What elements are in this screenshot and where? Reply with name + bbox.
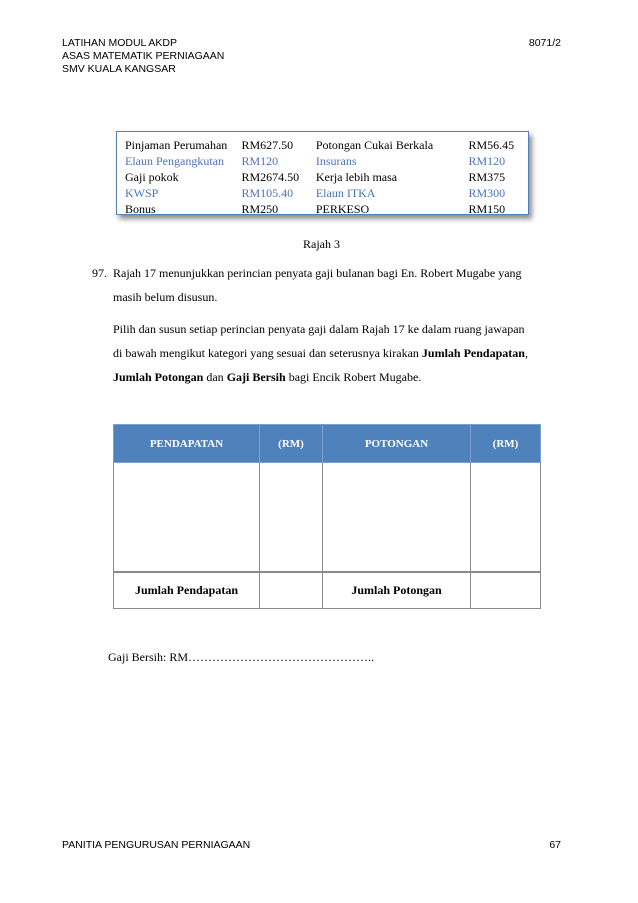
item-value: RM105.40 [241,185,294,200]
item-value: RM250 [241,201,279,216]
question-line-2: masih belum disusun. [113,290,218,304]
bold-term: Jumlah Pendapatan [421,346,525,360]
question-p2-line-2 [113,345,528,361]
header-line-3: SMV KUALA KANGSAR [62,63,176,75]
item-name: Bonus [125,201,156,216]
question-p2-line-3 [113,369,421,385]
header-code: 8071/2 [528,37,561,49]
bold-term: Jumlah Potongan [113,370,204,384]
answer-cell-rm-1[interactable] [260,463,323,573]
answer-table [113,424,541,609]
header-rm-2: (RM) [471,425,541,463]
answer-cell-rm-2[interactable] [471,463,541,573]
answer-total-row [114,572,541,609]
item-value: RM375 [468,169,506,184]
text-span: dan [203,370,227,384]
item-name: Pinjaman Perumahan [125,137,228,152]
text-span: , [524,346,528,360]
item-value: RM56.45 [468,137,515,152]
answer-header-row [114,425,541,463]
item-name: KWSP [125,185,159,200]
text-span: bagi Encik Robert Mugabe. [285,370,422,384]
item-value: RM2674.50 [241,169,300,184]
item-value: RM150 [468,201,506,216]
answer-table-container [113,424,540,604]
question-number: 97. [92,266,107,280]
salary-items-box [116,131,529,215]
total-pendapatan-value[interactable] [260,572,323,609]
total-pendapatan-label: Jumlah Pendapatan [114,572,260,609]
question-p2-line-1: Pilih dan susun setiap perincian penyata gaji dalam Rajah 17 ke dalam ruang jawapan [113,322,525,336]
item-value: RM120 [241,153,279,168]
item-name: Potongan Cukai Berkala [315,137,434,152]
item-value: RM300 [468,185,506,200]
text-span: di bawah mengikut kategori yang sesuai dan seterusnya kirakan [113,346,422,360]
salary-row [125,201,528,217]
item-name: Elaun Pengangkutan [125,153,224,168]
item-name: PERKESO [315,201,370,216]
item-name: Elaun ITKA [315,185,376,200]
item-name: Kerja lebih masa [315,169,398,184]
answer-cell-pendapatan[interactable] [114,463,260,573]
header-pendapatan: PENDAPATAN [114,425,260,463]
total-potongan-value[interactable] [471,572,541,609]
item-name: Insurans [315,153,357,168]
answer-body-row [114,463,541,573]
salary-row [125,137,528,153]
item-name: Gaji pokok [125,169,179,184]
net-pay-line: Gaji Bersih: RM……………………………………….. [108,650,374,664]
item-value: RM120 [468,153,506,168]
answer-cell-potongan[interactable] [323,463,471,573]
header-potongan: POTONGAN [323,425,471,463]
page-number: 67 [549,839,561,851]
footer-left: PANITIA PENGURUSAN PERNIAGAAN [62,839,251,851]
header-line-2: ASAS MATEMATIK PERNIAGAAN [62,50,225,62]
bold-term: Gaji Bersih [226,370,286,384]
header-rm-1: (RM) [260,425,323,463]
salary-row [125,169,528,185]
salary-row [125,185,528,201]
salary-row [125,153,528,169]
figure-caption: Rajah 3 [303,237,340,251]
total-potongan-label: Jumlah Potongan [323,572,471,609]
salary-items-table [125,137,528,217]
header-line-1: LATIHAN MODUL AKDP [62,37,177,49]
header-left [62,37,224,76]
item-value: RM627.50 [241,137,294,152]
question-line-1: Rajah 17 menunjukkan perincian penyata gaji bulanan bagi En. Robert Mugabe yang [113,266,522,280]
